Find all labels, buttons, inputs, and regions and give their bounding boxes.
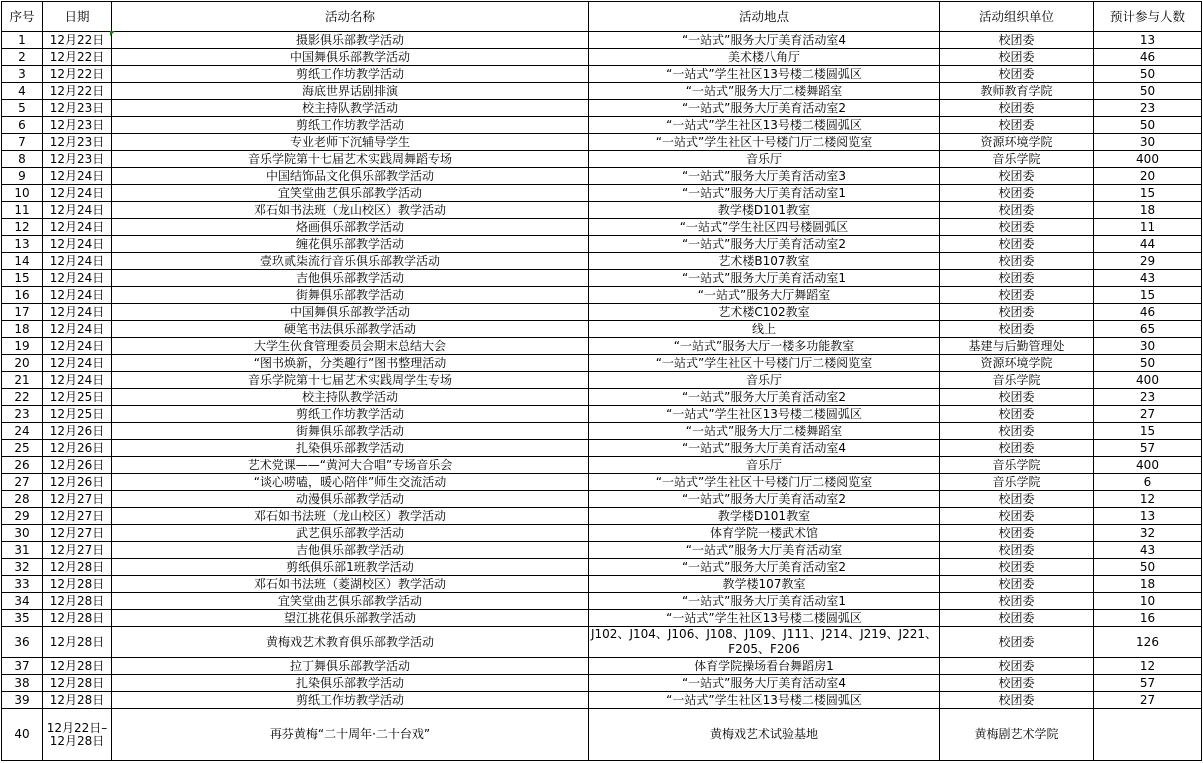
cell-date: 12月23日 (43, 151, 112, 168)
table-row (2, 709, 1202, 761)
cell-name: 剪纸工作坊教学活动 (112, 692, 589, 709)
cell-no: 29 (2, 508, 43, 525)
cell-name: 扎染俱乐部教学活动 (112, 440, 589, 457)
cell-place: 美术楼八角厅 (589, 49, 940, 66)
cell-org: 教师教育学院 (940, 83, 1094, 100)
cell-count: 16 (1094, 610, 1202, 627)
cell-name: 武艺俱乐部教学活动 (112, 525, 589, 542)
cell-place: “一站式”学生社区四号楼圆弧区 (589, 219, 940, 236)
cell-count: 50 (1094, 83, 1202, 100)
cell-name: 望江挑花俱乐部教学活动 (112, 610, 589, 627)
cell-place: “一站式”学生社区13号楼二楼圆弧区 (589, 692, 940, 709)
cell-name: 扎染俱乐部教学活动 (112, 675, 589, 692)
cell-count: 44 (1094, 236, 1202, 253)
cell-count: 20 (1094, 168, 1202, 185)
cell-place: “一站式”学生社区十号楼门厅二楼阅览室 (589, 474, 940, 491)
cell-name: 大学生伙食管理委员会期末总结大会 (112, 338, 589, 355)
table-row (2, 491, 1202, 508)
cell-place: “一站式”服务大厅美育活动室4 (589, 440, 940, 457)
cell-no: 40 (2, 709, 43, 761)
cell-name: 剪纸工作坊教学活动 (112, 117, 589, 134)
cell-name: 烙画俱乐部教学活动 (112, 219, 589, 236)
cell-name: 校主持队教学活动 (112, 389, 589, 406)
cell-org: 校团委 (940, 66, 1094, 83)
cell-name: 街舞俱乐部教学活动 (112, 287, 589, 304)
cell-no: 1 (2, 32, 43, 49)
cell-org: 音乐学院 (940, 457, 1094, 474)
cell-place: “一站式”服务大厅舞蹈室 (589, 287, 940, 304)
cell-place: “一站式”服务大厅美育活动室 (589, 542, 940, 559)
cell-name: 摄影俱乐部教学活动 (112, 32, 589, 49)
cell-place: 音乐厅 (589, 372, 940, 389)
cell-name: 中国舞俱乐部教学活动 (112, 304, 589, 321)
table-row (2, 372, 1202, 389)
cell-name: 音乐学院第十七届艺术实践周学生专场 (112, 372, 589, 389)
cell-name: 中国结饰品文化俱乐部教学活动 (112, 168, 589, 185)
cell-count: 50 (1094, 66, 1202, 83)
cell-no: 24 (2, 423, 43, 440)
cell-place: “一站式”学生社区13号楼二楼圆弧区 (589, 610, 940, 627)
table-row (2, 321, 1202, 338)
cell-place: “一站式”学生社区十号楼门厅二楼阅览室 (589, 355, 940, 372)
cell-org: 音乐学院 (940, 474, 1094, 491)
cell-no: 18 (2, 321, 43, 338)
cell-name: 吉他俱乐部教学活动 (112, 270, 589, 287)
cell-org: 校团委 (940, 627, 1094, 658)
cell-org: 校团委 (940, 287, 1094, 304)
table-row (2, 593, 1202, 610)
cell-name: 剪纸俱乐部1班教学活动 (112, 559, 589, 576)
cell-count: 15 (1094, 423, 1202, 440)
header-cell-date: 日期 (43, 2, 112, 32)
cell-count: 18 (1094, 202, 1202, 219)
cell-no: 16 (2, 287, 43, 304)
cell-name: 黄梅戏艺术教育俱乐部教学活动 (112, 627, 589, 658)
cell-no: 3 (2, 66, 43, 83)
cell-count: 32 (1094, 525, 1202, 542)
cell-date: 12月26日 (43, 474, 112, 491)
cell-count: 12 (1094, 658, 1202, 675)
table-row (2, 610, 1202, 627)
cell-count: 50 (1094, 355, 1202, 372)
cell-count: 15 (1094, 185, 1202, 202)
cell-place: J102、J104、J106、J108、J109、J111、J214、J219、J221、F205、F206 (589, 627, 940, 658)
cell-count: 10 (1094, 593, 1202, 610)
cell-org: 校团委 (940, 593, 1094, 610)
cell-name: 剪纸工作坊教学活动 (112, 406, 589, 423)
cell-count: 50 (1094, 117, 1202, 134)
cell-org: 校团委 (940, 219, 1094, 236)
cell-place: 教学楼D101教室 (589, 508, 940, 525)
cell-org: 校团委 (940, 508, 1094, 525)
table-row (2, 542, 1202, 559)
cell-date: 12月28日 (43, 658, 112, 675)
cell-no: 13 (2, 236, 43, 253)
cell-org: 校团委 (940, 185, 1094, 202)
cell-place: 艺术楼B107教室 (589, 253, 940, 270)
cell-org: 校团委 (940, 576, 1094, 593)
header-cell-place: 活动地点 (589, 2, 940, 32)
cell-org: 校团委 (940, 100, 1094, 117)
cell-place: 线上 (589, 321, 940, 338)
cell-name: 缠花俱乐部教学活动 (112, 236, 589, 253)
cell-name: 宜笑堂曲艺俱乐部教学活动 (112, 185, 589, 202)
cell-org: 音乐学院 (940, 151, 1094, 168)
cell-org: 校团委 (940, 202, 1094, 219)
cell-count: 400 (1094, 457, 1202, 474)
table-row (2, 675, 1202, 692)
cell-org: 校团委 (940, 423, 1094, 440)
cell-no: 36 (2, 627, 43, 658)
cell-date: 12月22日 (43, 49, 112, 66)
cell-date: 12月28日 (43, 593, 112, 610)
cell-name: 中国舞俱乐部教学活动 (112, 49, 589, 66)
cell-place: “一站式”服务大厅美育活动室2 (589, 389, 940, 406)
cell-date: 12月24日 (43, 287, 112, 304)
cell-place: 音乐厅 (589, 457, 940, 474)
cell-place: 教学楼107教室 (589, 576, 940, 593)
cell-no: 38 (2, 675, 43, 692)
cell-place: “一站式”学生社区13号楼二楼圆弧区 (589, 406, 940, 423)
cell-date: 12月24日 (43, 185, 112, 202)
cell-date: 12月28日 (43, 576, 112, 593)
cell-place: “一站式”服务大厅二楼舞蹈室 (589, 83, 940, 100)
cell-org: 资源环境学院 (940, 355, 1094, 372)
cell-count: 46 (1094, 304, 1202, 321)
cell-count: 13 (1094, 32, 1202, 49)
cell-no: 31 (2, 542, 43, 559)
cell-no: 11 (2, 202, 43, 219)
table-row (2, 658, 1202, 675)
cell-count: 6 (1094, 474, 1202, 491)
cell-org: 校团委 (940, 440, 1094, 457)
cell-date: 12月27日 (43, 542, 112, 559)
cell-name: 邓石如书法班（龙山校区）教学活动 (112, 202, 589, 219)
cell-count: 400 (1094, 151, 1202, 168)
table-row (2, 32, 1202, 49)
table-row (2, 423, 1202, 440)
table-row (2, 83, 1202, 100)
cell-count (1094, 709, 1202, 761)
cell-no: 20 (2, 355, 43, 372)
cell-date: 12月24日 (43, 253, 112, 270)
cell-place: “一站式”服务大厅美育活动室2 (589, 491, 940, 508)
cell-no: 23 (2, 406, 43, 423)
cell-count: 18 (1094, 576, 1202, 593)
cell-place: 艺术楼C102教室 (589, 304, 940, 321)
cell-place: “一站式”服务大厅美育活动室2 (589, 236, 940, 253)
table-row (2, 117, 1202, 134)
cell-place: “一站式”学生社区十号楼门厅二楼阅览室 (589, 134, 940, 151)
table-row (2, 151, 1202, 168)
table-row (2, 440, 1202, 457)
cell-org: 校团委 (940, 270, 1094, 287)
table-row (2, 66, 1202, 83)
cell-no: 28 (2, 491, 43, 508)
cell-date: 12月24日 (43, 236, 112, 253)
cell-no: 4 (2, 83, 43, 100)
cell-count: 46 (1094, 49, 1202, 66)
cell-date: 12月24日 (43, 304, 112, 321)
cell-count: 57 (1094, 675, 1202, 692)
cell-count: 11 (1094, 219, 1202, 236)
table-row (2, 168, 1202, 185)
cell-name: 硬笔书法俱乐部教学活动 (112, 321, 589, 338)
table-row (2, 270, 1202, 287)
cell-date: 12月22日 (43, 32, 112, 49)
cell-name: 剪纸工作坊教学活动 (112, 66, 589, 83)
cell-date: 12月24日 (43, 202, 112, 219)
cell-no: 8 (2, 151, 43, 168)
header-cell-count: 预计参与人数 (1094, 2, 1202, 32)
activity-table (1, 1, 1202, 761)
cell-org: 校团委 (940, 525, 1094, 542)
table-row (2, 185, 1202, 202)
cell-org: 校团委 (940, 236, 1094, 253)
cell-no: 2 (2, 49, 43, 66)
cell-date: 12月26日 (43, 457, 112, 474)
cell-no: 10 (2, 185, 43, 202)
cell-place: 体育学院一楼武术馆 (589, 525, 940, 542)
cell-org: 校团委 (940, 406, 1094, 423)
cell-org: 校团委 (940, 253, 1094, 270)
cell-name: 海底世界话剧排演 (112, 83, 589, 100)
header-cell-no: 序号 (2, 2, 43, 32)
cell-date: 12月23日 (43, 117, 112, 134)
table-row (2, 304, 1202, 321)
header-cell-org: 活动组织单位 (940, 2, 1094, 32)
cell-date: 12月28日 (43, 692, 112, 709)
cell-no: 22 (2, 389, 43, 406)
cell-date: 12月22日–12月28日 (43, 709, 112, 761)
table-row (2, 474, 1202, 491)
cell-date: 12月27日 (43, 508, 112, 525)
cell-date: 12月24日 (43, 321, 112, 338)
cell-place: “一站式”服务大厅美育活动室4 (589, 675, 940, 692)
cell-no: 6 (2, 117, 43, 134)
table-row (2, 287, 1202, 304)
cell-no: 17 (2, 304, 43, 321)
table-row (2, 627, 1202, 658)
cell-count: 50 (1094, 559, 1202, 576)
cell-org: 校团委 (940, 658, 1094, 675)
table-row (2, 219, 1202, 236)
cell-place: 黄梅戏艺术试验基地 (589, 709, 940, 761)
cell-no: 35 (2, 610, 43, 627)
cell-no: 9 (2, 168, 43, 185)
cell-org: 资源环境学院 (940, 134, 1094, 151)
cell-count: 126 (1094, 627, 1202, 658)
cell-no: 27 (2, 474, 43, 491)
cell-count: 27 (1094, 692, 1202, 709)
cell-no: 19 (2, 338, 43, 355)
cell-place: 音乐厅 (589, 151, 940, 168)
cell-name: 吉他俱乐部教学活动 (112, 542, 589, 559)
cell-org: 校团委 (940, 168, 1094, 185)
cell-place: “一站式”服务大厅美育活动室1 (589, 270, 940, 287)
cell-place: “一站式”学生社区13号楼二楼圆弧区 (589, 66, 940, 83)
cell-org: 基建与后勤管理处 (940, 338, 1094, 355)
table-row (2, 508, 1202, 525)
cell-comment-marker (110, 31, 115, 36)
cell-date: 12月28日 (43, 610, 112, 627)
cell-org: 校团委 (940, 491, 1094, 508)
cell-name: 音乐学院第十七届艺术实践周舞蹈专场 (112, 151, 589, 168)
cell-name: 动漫俱乐部教学活动 (112, 491, 589, 508)
table-row (2, 49, 1202, 66)
cell-name: 校主持队教学活动 (112, 100, 589, 117)
cell-no: 21 (2, 372, 43, 389)
cell-org: 校团委 (940, 304, 1094, 321)
cell-date: 12月23日 (43, 134, 112, 151)
cell-no: 5 (2, 100, 43, 117)
table-row (2, 525, 1202, 542)
cell-count: 30 (1094, 134, 1202, 151)
cell-place: “一站式”服务大厅美育活动室4 (589, 32, 940, 49)
cell-no: 37 (2, 658, 43, 675)
cell-date: 12月24日 (43, 270, 112, 287)
cell-no: 39 (2, 692, 43, 709)
cell-no: 32 (2, 559, 43, 576)
cell-org: 音乐学院 (940, 372, 1094, 389)
cell-count: 15 (1094, 287, 1202, 304)
cell-no: 12 (2, 219, 43, 236)
cell-org: 校团委 (940, 692, 1094, 709)
cell-org: 校团委 (940, 49, 1094, 66)
cell-date: 12月23日 (43, 100, 112, 117)
cell-date: 12月24日 (43, 355, 112, 372)
cell-date: 12月28日 (43, 675, 112, 692)
table-row (2, 406, 1202, 423)
cell-name: 壹玖贰柒流行音乐俱乐部教学活动 (112, 253, 589, 270)
cell-count: 65 (1094, 321, 1202, 338)
cell-name: 再芬黄梅“二十周年·二十台戏” (112, 709, 589, 761)
cell-count: 12 (1094, 491, 1202, 508)
cell-name: 艺术党课——“黄河大合唱”专场音乐会 (112, 457, 589, 474)
table-row (2, 134, 1202, 151)
cell-place: “一站式”服务大厅二楼舞蹈室 (589, 423, 940, 440)
cell-count: 29 (1094, 253, 1202, 270)
cell-place: “一站式”服务大厅美育活动室2 (589, 100, 940, 117)
cell-place: “一站式”服务大厅一楼多功能教室 (589, 338, 940, 355)
cell-name: 邓石如书法班（龙山校区）教学活动 (112, 508, 589, 525)
cell-org: 校团委 (940, 389, 1094, 406)
cell-name: 街舞俱乐部教学活动 (112, 423, 589, 440)
cell-org: 校团委 (940, 559, 1094, 576)
table-row (2, 253, 1202, 270)
cell-org: 校团委 (940, 675, 1094, 692)
cell-no: 33 (2, 576, 43, 593)
cell-no: 26 (2, 457, 43, 474)
table-row (2, 576, 1202, 593)
cell-place: “一站式”服务大厅美育活动室2 (589, 559, 940, 576)
cell-count: 30 (1094, 338, 1202, 355)
cell-count: 27 (1094, 406, 1202, 423)
table-row (2, 692, 1202, 709)
cell-date: 12月26日 (43, 440, 112, 457)
cell-date: 12月24日 (43, 372, 112, 389)
header-cell-name: 活动名称 (112, 2, 589, 32)
table-row (2, 338, 1202, 355)
cell-name: “谈心唠嗑，暖心陪伴”师生交流活动 (112, 474, 589, 491)
table-row (2, 457, 1202, 474)
cell-count: 23 (1094, 100, 1202, 117)
cell-org: 校团委 (940, 542, 1094, 559)
cell-name: 邓石如书法班（菱湖校区）教学活动 (112, 576, 589, 593)
cell-place: “一站式”学生社区13号楼二楼圆弧区 (589, 117, 940, 134)
cell-no: 7 (2, 134, 43, 151)
cell-date: 12月28日 (43, 627, 112, 658)
cell-no: 30 (2, 525, 43, 542)
cell-org: 校团委 (940, 321, 1094, 338)
cell-no: 14 (2, 253, 43, 270)
cell-org: 黄梅剧艺术学院 (940, 709, 1094, 761)
cell-date: 12月22日 (43, 83, 112, 100)
cell-date: 12月25日 (43, 389, 112, 406)
cell-org: 校团委 (940, 610, 1094, 627)
cell-date: 12月27日 (43, 525, 112, 542)
cell-date: 12月24日 (43, 168, 112, 185)
cell-org: 校团委 (940, 117, 1094, 134)
table-row (2, 202, 1202, 219)
cell-date: 12月26日 (43, 423, 112, 440)
cell-name: 宜笑堂曲艺俱乐部教学活动 (112, 593, 589, 610)
cell-no: 15 (2, 270, 43, 287)
cell-name: 拉丁舞俱乐部教学活动 (112, 658, 589, 675)
cell-name: “图书焕新，分类趣行”图书整理活动 (112, 355, 589, 372)
cell-date: 12月25日 (43, 406, 112, 423)
cell-count: 43 (1094, 270, 1202, 287)
cell-count: 400 (1094, 372, 1202, 389)
cell-date: 12月22日 (43, 66, 112, 83)
cell-count: 43 (1094, 542, 1202, 559)
cell-place: “一站式”服务大厅美育活动室1 (589, 185, 940, 202)
cell-date: 12月27日 (43, 491, 112, 508)
cell-date: 12月28日 (43, 559, 112, 576)
table-row (2, 389, 1202, 406)
cell-count: 13 (1094, 508, 1202, 525)
cell-no: 25 (2, 440, 43, 457)
cell-place: “一站式”服务大厅美育活动室1 (589, 593, 940, 610)
table-row (2, 236, 1202, 253)
cell-place: “一站式”服务大厅美育活动室3 (589, 168, 940, 185)
cell-date: 12月24日 (43, 219, 112, 236)
cell-count: 23 (1094, 389, 1202, 406)
table-row (2, 100, 1202, 117)
cell-date: 12月24日 (43, 338, 112, 355)
table-row (2, 355, 1202, 372)
cell-place: 教学楼D101教室 (589, 202, 940, 219)
cell-no: 34 (2, 593, 43, 610)
cell-place: 体育学院操场看台舞蹈房1 (589, 658, 940, 675)
cell-org: 校团委 (940, 32, 1094, 49)
header-row (2, 2, 1202, 32)
table-row (2, 559, 1202, 576)
cell-name: 专业老师下沉辅导学生 (112, 134, 589, 151)
cell-count: 57 (1094, 440, 1202, 457)
